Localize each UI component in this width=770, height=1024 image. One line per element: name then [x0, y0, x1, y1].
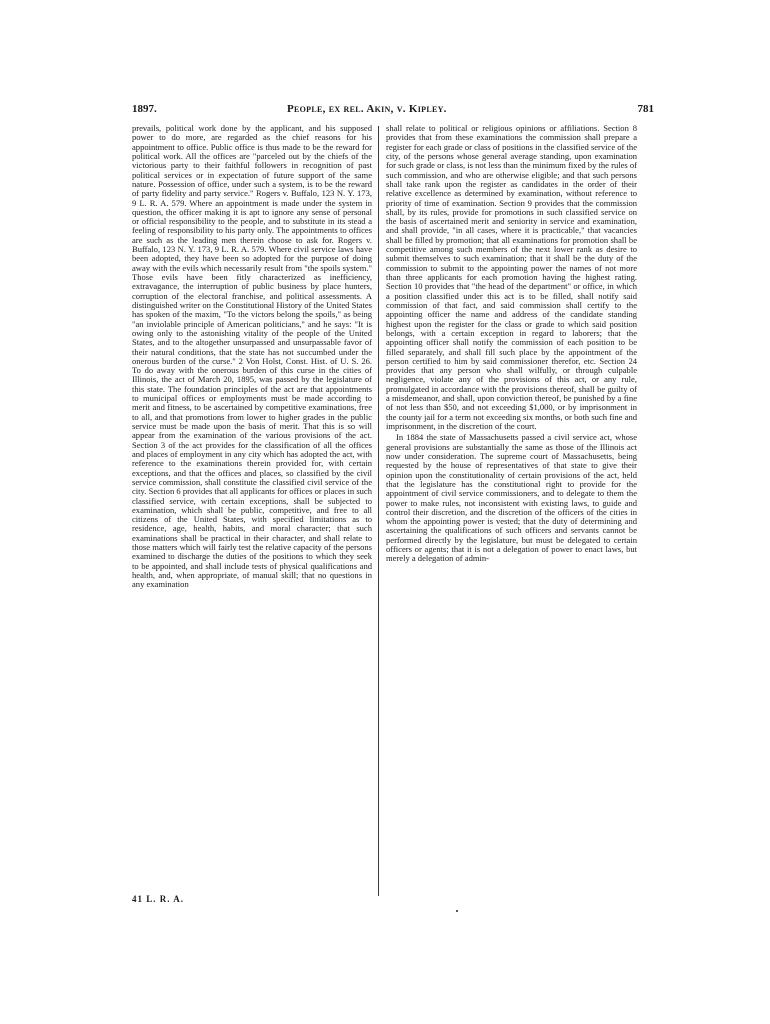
- right-column-paragraph-1: shall relate to political or religious opinions or affiliations. Section 8 provides that from these examinations the commission shall prepare a register for each grade or class of positions in the classified service of the city, of the persons whose general average standing, upon examination for such grade or class, is not less than the minimum fixed by the rules of such commission, and who are otherwise eligible; and that such persons shall take rank upon the register as candidates in the order of their relative excellence as determined by examination, without reference to priority of time of examination. Section 9 provides that the commission shall, by its rules, provide for promotions in such classified service on the basis of ascertained merit and seniority in service and examination, and shall provide, "in all cases, where it is practicable," that vacancies shall be filled by promotion; that all examinations for promotion shall be competitive among such members of the next lower rank as desire to submit themselves to such examination; that it shall be the duty of the commission to submit to the appointing power the names of not more than three applicants for each promotion having the highest rating. Section 10 provides that "the head of the department" or office, in which a position classified under this act is to be filled, shall notify said commission of that fact, and said commission shall certify to the appointing officer the name and address of the candidate standing highest upon the register for the class or grade to which said position belongs, with a certain exception in regard to laborers; that the appointing officer shall notify the commission of each position to be filled separately, and shall fill such place by the appointment of the person certified to him by said commissioner therefor, etc. Section 24 provides that any person who shall wilfully, or through culpable negligence, violate any of the provisions of this act, or any rule, promulgated in accordance with the provisions thereof, shall be guilty of a misdemeanor, and shall, upon conviction thereof, be punished by a fine of not less than $50, and not exceeding $1,000, or by imprisonment in the county jail for a term not exceeding six months, or both such fine and imprisonment, in the discretion of the court.: [386, 123, 637, 431]
- signature-mark: 41 L. R. A.: [132, 894, 185, 904]
- column-divider: [378, 126, 379, 896]
- running-header: [132, 103, 654, 119]
- right-column-paragraph-2: In 1884 the state of Massachusetts passed a civil service act, whose general provisions are substantially the same as those of the Illinois act now under consideration. The supreme court of Massachusetts, being requested by the house of representatives of that state to give their opinion upon the constitutionality of certain provisions of the act, held that the legislature has the constitutional right to provide for the appointment of civil service commissioners, and to delegate to them the power to make rules, not inconsistent with existing laws, to guide and control their discretion, and the discretion of the officers of the cities in whom the appointing power is vested; that the duty of determining and ascertaining the qualifications of such officers and servants cannot be performed directly by the legislature, but must be delegated to certain officers or agents; that it is not a delegation of power to enact laws, but merely a delegation of admin-: [386, 432, 637, 564]
- page-number: 781: [637, 103, 654, 115]
- left-column: [132, 124, 372, 590]
- header-year: 1897.: [132, 103, 157, 115]
- header-case-title: People, ex rel. Akin, v. Kipley.: [287, 103, 447, 115]
- right-column: [386, 124, 637, 564]
- left-column-text: prevails, political work done by the applicant, and his supposed power to do more, are regarded as the chief reasons for his appointment to office. Public office is thus made to be the reward for political work. All the offices are "parceled out by the chiefs of the victorious party to their faithful followers in recognition of past political services or in expectation of future support of the same nature. Possession of office, under such a system, is to be the reward of party fidelity and party service." Rogers v. Buffalo, 123 N. Y. 173, 9 L. R. A. 579. Where an appointment is made under the system in question, the officer making it is apt to ignore any sense of personal or official responsibility to the people, and to substitute in its stead a feeling of responsibility to his party only. The appointments to offices are such as the leading men therein choose to ask for. Rogers v. Buffalo, 123 N. Y. 173, 9 L. R. A. 579. Where civil service laws have been adopted, they have been so adopted for the purpose of doing away with the evils which necessarily result from "the spoils system." Those evils have been fitly characterized as inefficiency, extravagance, the interruption of public business by place hunters, corruption of the electoral franchise, and political assessments. A distinguished writer on the Constitutional History of the United States has spoken of the maxim, "To the victors belong the spoils," as being "an inviolable principle of American politicians," and he says: "It is owing only to the astonishing vitality of the people of the United States, and to the altogether unsurpassed and unsurpassable favor of their natural conditions, that the state has not succumbed under the onerous burden of the curse." 2 Von Holst, Const. Hist. of U. S. 26. To do away with the onerous burden of this curse in the cities of Illinois, the act of March 20, 1895, was passed by the legislature of this state. The foundation principles of the act are that appointments to municipal offices or employments must be made according to merit and fitness, to be ascertained by competitive examinations, free to all, and that promotions from lower to higher grades in the public service must be made upon the basis of merit. That this is so will appear from the examination of the various provisions of the act. Section 3 of the act provides for the classification of all the offices and places of employment in any city which has adopted the act, with reference to the examinations therein provided for, with certain exceptions, and that the offices and places, so classified by the civil service commission, shall constitute the classified civil service of the city. Section 6 provides that all applicants for offices or places in such classified service, with certain exceptions, shall be subjected to examination, which shall be public, competitive, and free to all citizens of the United States, with specified limitations as to residence, age, health, habits, and moral character; that such examinations shall be practical in their character, and shall relate to those matters which will fairly test the relative capacity of the persons examined to discharge the duties of the positions to which they seek to be appointed, and shall include tests of physical qualifications and health, and, when appropriate, of manual skill; that no questions in any examination: [132, 123, 372, 590]
- ink-speck: [456, 910, 458, 912]
